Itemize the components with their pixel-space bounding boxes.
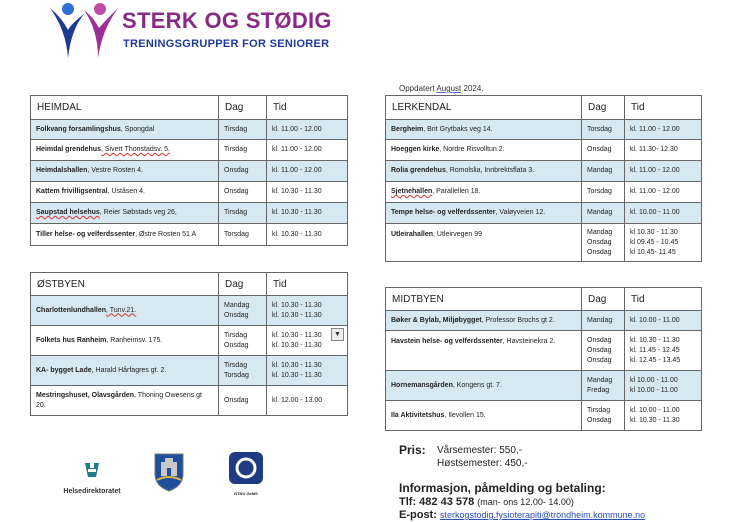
- day-cell: Onsdag: [224, 396, 249, 404]
- midtbyen-day-header: Dag: [582, 288, 625, 311]
- lerkendal-title: LERKENDAL: [386, 96, 582, 120]
- table-row: [31, 203, 348, 224]
- heimdal-title: HEIMDAL: [31, 96, 219, 120]
- lerkendal-time-header: Tid: [625, 96, 702, 120]
- venue-name: Heimdal grendehus: [36, 146, 101, 153]
- info-block: [399, 480, 645, 521]
- time-cell: kl. 10.30 - 11.30: [272, 311, 322, 319]
- venue-name: Heimdalshallen: [36, 167, 88, 174]
- helsedirektoratet-logo: [56, 460, 128, 495]
- dropdown-arrow-icon[interactable]: ▼: [331, 328, 344, 341]
- trondheim-crest: [152, 452, 186, 497]
- helsedirektoratet-icon: [82, 460, 102, 480]
- venue-address: , Romolslia, Innbrektsflata 3.: [445, 167, 535, 174]
- heimdal-table: [30, 95, 348, 246]
- time-cell: kl. 10.30 - 11.30: [272, 301, 322, 309]
- info-heading: Informasjon, påmelding og betaling:: [399, 481, 606, 495]
- table-row: [31, 224, 348, 246]
- venue-name: Folkvang forsamlingshus: [36, 125, 121, 133]
- time-cell: kl. 10.30 - 11.30: [267, 203, 348, 224]
- table-row: [31, 161, 348, 182]
- day-cell: Onsdag: [219, 161, 267, 182]
- time-cell: kl. 11.30- 12.30: [625, 140, 702, 161]
- venue-name: Mestringshuset, Olavsgården: [36, 391, 135, 399]
- table-row: [386, 120, 702, 140]
- day-cell: Torsdag: [582, 120, 625, 140]
- day-cell: Tirsdag: [219, 120, 267, 140]
- time-cell: kl. 10.30 - 11.30: [267, 224, 348, 246]
- day-cell: Tirsdag: [224, 331, 248, 339]
- venue-address: , Thoning Owesens gt 20.: [36, 391, 202, 409]
- day-cell: Torsdag: [219, 224, 267, 246]
- time-cell: kl. 11.00 - 12.00: [625, 120, 702, 140]
- day-cell: Tirsdag: [219, 203, 267, 224]
- time-cell: kl 09.45 - 10.45: [630, 238, 679, 246]
- venue-name: Bergheim: [391, 125, 424, 133]
- day-cell: Mandag: [587, 228, 613, 236]
- venue-address: , Havsteinekra 2.: [502, 338, 556, 345]
- venue-address: , Nordre Risvolltun 2.: [439, 146, 505, 153]
- venue-name: KA- bygget Lade: [36, 366, 92, 374]
- ostbyen-table: [30, 272, 348, 416]
- ntnu-gems-icon: [229, 452, 263, 484]
- time-cell: kl 10.00 - 11.00: [630, 386, 678, 394]
- brand-title: STERK OG STØDIG: [122, 8, 332, 33]
- venue-name: Charlottenlundhallen: [36, 306, 106, 314]
- venue-name: Sjetnehallen: [391, 188, 433, 195]
- ostbyen-title: ØSTBYEN: [31, 273, 219, 296]
- updated-prefix: Oppdatert: [399, 84, 435, 93]
- venue-address: , Valøyveien 12.: [495, 209, 546, 216]
- venue-address: , Ilevollen 15.: [444, 411, 486, 419]
- table-row: [386, 331, 702, 371]
- day-cell: Mandag: [582, 311, 625, 331]
- updated-year: 2024.: [463, 84, 484, 93]
- table-row: [31, 296, 348, 326]
- lerkendal-day-header: Dag: [582, 96, 625, 120]
- day-cell: Onsdag: [587, 416, 612, 424]
- ntnu-label: NTNU GeMS: [234, 491, 258, 496]
- day-cell: Onsdag: [219, 182, 267, 203]
- venue-address: , Østre Rosten 51 A: [135, 230, 197, 238]
- venue-name: Bøker & Bylab, Miljøbygget: [391, 316, 482, 324]
- venue-address: , Utleirvegen 99: [433, 231, 483, 238]
- price-label: Pris:: [399, 443, 426, 457]
- table-row: [31, 356, 348, 386]
- table-row: [31, 326, 348, 356]
- venue-address: , Kongens gt. 7.: [452, 381, 502, 389]
- email-link[interactable]: sterkogstodig.fysioterapiti@trondheim.kommune.no: [439, 510, 646, 520]
- day-cell: Mandag: [582, 161, 625, 182]
- ntnu-logo: [226, 452, 266, 496]
- table-row: [31, 182, 348, 203]
- heimdal-day-header: Dag: [219, 96, 267, 120]
- venue-name: Hoeggen kirke: [391, 146, 440, 153]
- table-row: [386, 311, 702, 331]
- table-row: [386, 161, 702, 182]
- table-row: [386, 203, 702, 224]
- table-row: [386, 371, 702, 401]
- venue-name: Ila Aktivitetshus: [391, 411, 445, 419]
- city-crest-icon: [153, 452, 185, 492]
- brand-logo: [44, 0, 332, 62]
- time-cell: kl. 11.00 - 12.00: [267, 161, 348, 182]
- venue-name: Utleirahallen: [391, 231, 434, 238]
- figures-icon: [44, 0, 120, 60]
- day-cell: Mandag: [587, 376, 613, 384]
- time-cell: kl. 11.00 - 12.00: [267, 140, 348, 161]
- price-spring: Vårsemester: 550,-: [437, 445, 523, 456]
- time-cell: kl. 11.00 - 12.00: [267, 120, 348, 140]
- table-row: [31, 386, 348, 416]
- time-cell: kl. 12.45 - 13.45: [630, 356, 681, 364]
- table-row: [386, 182, 702, 203]
- time-cell: kl. 10.30 - 11.30: [267, 182, 348, 203]
- midtbyen-title: MIDTBYEN: [386, 288, 582, 311]
- price-autumn: Høstsemester: 450,-: [437, 458, 528, 469]
- time-cell: kl 10.45- 11.45: [630, 248, 676, 256]
- venue-name: Rolia grendehus: [391, 167, 446, 174]
- brand-subtitle: TRENINGSGRUPPER FOR SENIORER: [123, 38, 330, 50]
- day-cell: Mandag: [582, 203, 625, 224]
- email-label: E-post:: [399, 509, 437, 521]
- time-cell: kl. 12.00 - 13.00: [272, 396, 323, 404]
- table-row: [386, 401, 702, 431]
- time-cell: kl 10.30 - 11.30: [630, 228, 678, 236]
- heimdal-time-header: Tid: [267, 96, 348, 120]
- time-cell: kl. 11.00 - 12.00: [625, 161, 702, 182]
- ostbyen-time-header: Tid: [267, 273, 348, 296]
- time-cell: kl. 10.30 - 11.30: [630, 416, 680, 424]
- day-cell: Tirsdag: [587, 406, 611, 414]
- venue-address: , Spongdal: [120, 125, 155, 133]
- day-cell: Tirsdag: [219, 140, 267, 161]
- lerkendal-table: [385, 95, 702, 262]
- venue-address: , Vestre Rosten 4.: [87, 167, 144, 174]
- venue-address: , Tunv.21.: [106, 306, 137, 314]
- venue-address: , Reier Søbstads veg 26,: [99, 209, 177, 216]
- day-cell: Onsdag: [587, 336, 612, 344]
- phone-note: (man- ons 12.00- 14.00): [477, 497, 574, 507]
- venue-address: , Ranheimsv. 175.: [106, 336, 163, 344]
- venue-name: Saupstad helsehus: [36, 209, 100, 216]
- time-cell: kl 10.00 - 11.00: [630, 376, 678, 384]
- venue-address: , Harald Hårfagres gt. 2.: [91, 366, 167, 374]
- ostbyen-day-header: Dag: [219, 273, 267, 296]
- day-cell: Fredag: [587, 386, 610, 394]
- updated-month: August: [436, 84, 462, 93]
- day-cell: Onsdag: [587, 346, 612, 354]
- venue-name: Tempe helse- og velferdssenter: [391, 209, 496, 216]
- venue-address: , Sivert Thonstadsv. 5.: [100, 146, 170, 153]
- phone-number: 482 43 578: [419, 496, 475, 508]
- time-cell: kl. 10.30 - 11.30: [272, 341, 322, 349]
- venue-name: Kattem frivilligsentral: [36, 188, 108, 195]
- day-cell: Mandag: [224, 301, 250, 309]
- day-cell: Torsdag: [582, 182, 625, 203]
- time-cell: kl. 10.30 - 11.30: [630, 336, 680, 344]
- day-cell: Torsdag: [224, 371, 249, 379]
- table-row: [386, 140, 702, 161]
- time-cell: kl. 10.00 - 11.00: [625, 311, 702, 331]
- midtbyen-time-header: Tid: [625, 288, 702, 311]
- table-row: [31, 140, 348, 161]
- helsedirektoratet-label: Helsedirektoratet: [63, 488, 121, 495]
- day-cell: Onsdag: [587, 356, 612, 364]
- venue-name: Folkets hus Ranheim: [36, 336, 107, 344]
- time-cell: kl. 10.00 - 11.00: [630, 406, 680, 414]
- time-cell: kl. 10.00 - 11.00: [625, 203, 702, 224]
- price-block: [399, 443, 528, 469]
- day-cell: Onsdag: [224, 341, 249, 349]
- day-cell: Onsdag: [224, 311, 249, 319]
- venue-name: Havstein helse- og velferdssenter: [391, 338, 503, 345]
- venue-name: Hornemansgården: [391, 381, 453, 389]
- table-row: [386, 224, 702, 262]
- table-row: [31, 120, 348, 140]
- day-cell: Onsdag: [587, 238, 612, 246]
- venue-address: , Brit Grytbaks veg 14.: [423, 125, 493, 133]
- time-cell: kl. 10.30 - 11.30: [272, 361, 322, 369]
- venue-address: , Professor Brochs gt 2.: [481, 316, 555, 324]
- day-cell: Tirsdag: [224, 361, 248, 369]
- venue-name: Tiller helse- og velferdssenter: [36, 230, 136, 238]
- time-cell: kl. 11.45 - 12.45: [630, 346, 680, 354]
- midtbyen-table: [385, 287, 702, 431]
- day-cell: Onsdag: [582, 140, 625, 161]
- venue-address: , Parallellen 18.: [432, 188, 481, 195]
- time-cell: kl. 11.00 - 12.00: [625, 182, 702, 203]
- phone-label: Tlf:: [399, 496, 417, 508]
- venue-address: , Uståsen 4.: [107, 188, 145, 195]
- time-cell: kl. 10.30 - 11.30: [272, 331, 322, 339]
- day-cell: Onsdag: [587, 248, 612, 256]
- updated-note: [399, 84, 484, 93]
- time-cell: kl. 10.30 - 11.30: [272, 371, 322, 379]
